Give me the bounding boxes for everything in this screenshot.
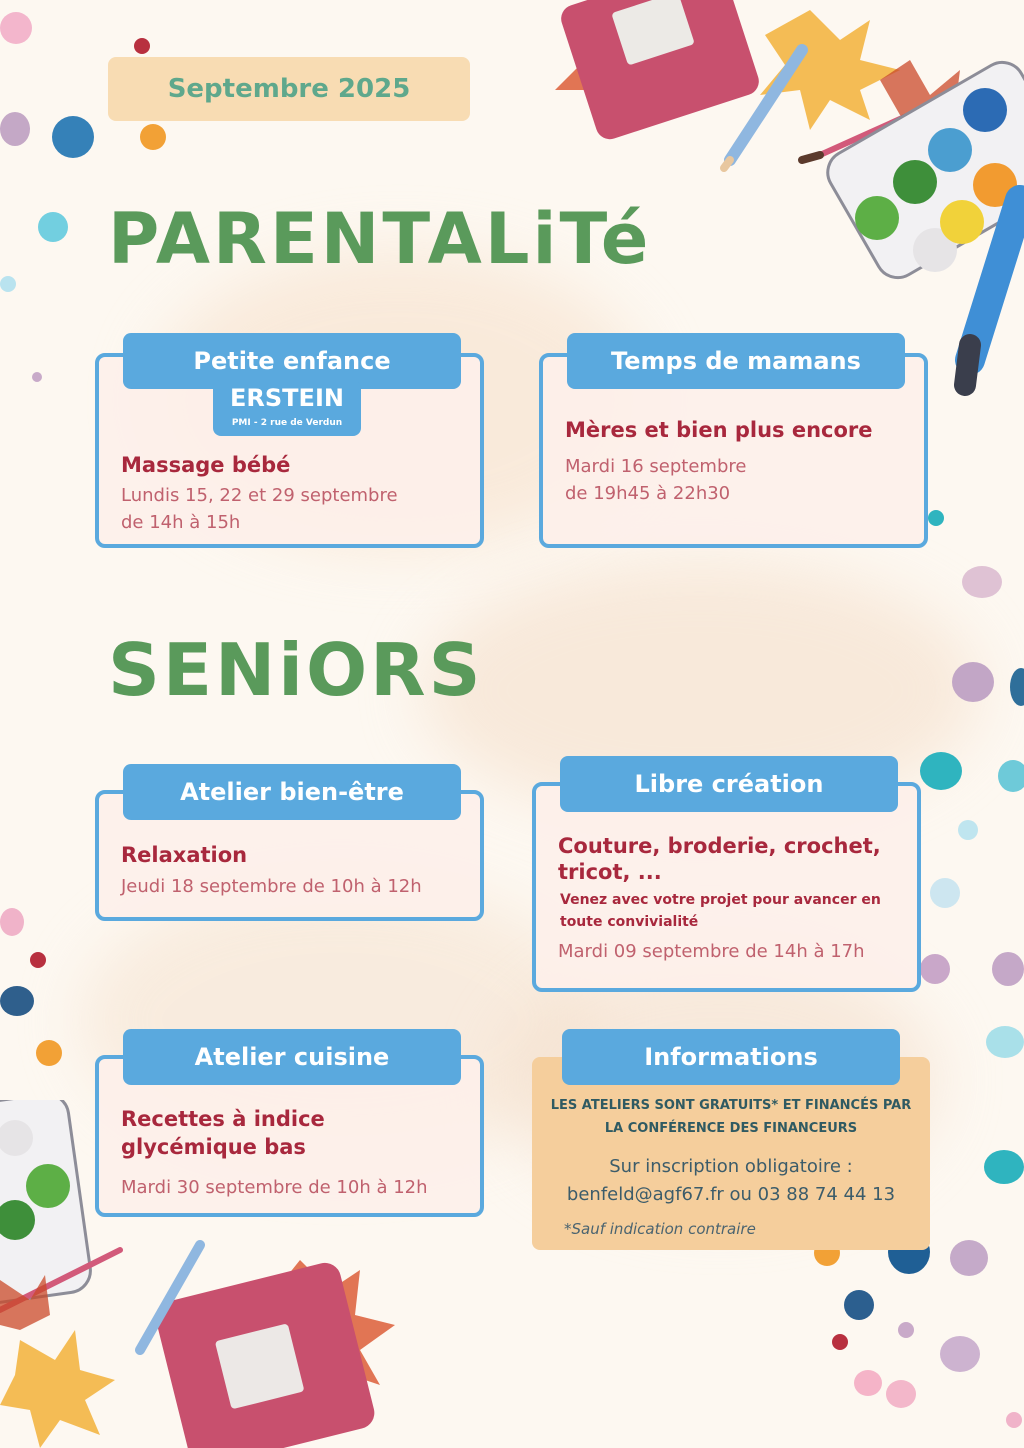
activity-date: Mardi 16 septembre bbox=[565, 456, 747, 477]
decorative-dot bbox=[1006, 1412, 1022, 1428]
decorative-dot bbox=[0, 112, 30, 146]
section-title-seniors: SENiORS bbox=[108, 628, 484, 712]
decorative-dot bbox=[984, 1150, 1024, 1184]
info-funding-line: LES ATELIERS SONT GRATUITS* ET FINANCÉS PAR bbox=[550, 1098, 912, 1113]
activity-title-line: Recettes à indice bbox=[121, 1107, 325, 1131]
location-badge bbox=[213, 380, 361, 436]
watercolor-palette-icon bbox=[0, 1100, 93, 1309]
decorative-dot bbox=[998, 760, 1024, 792]
activity-hours: de 19h45 à 22h30 bbox=[565, 483, 731, 504]
decorative-dot bbox=[32, 372, 42, 382]
decorative-dot bbox=[36, 1040, 62, 1066]
tab-informations bbox=[562, 1029, 900, 1085]
decorative-dot bbox=[0, 986, 34, 1016]
info-funding-note bbox=[532, 1094, 930, 1140]
activity-note-line: Venez avec votre projet pour avancer en bbox=[560, 892, 881, 908]
decorative-dot bbox=[950, 1240, 988, 1276]
notebook-icon bbox=[558, 0, 763, 143]
decorative-dot bbox=[0, 908, 24, 936]
tab-label: Petite enfance bbox=[193, 347, 391, 375]
activity-title: Mères et bien plus encore bbox=[565, 418, 873, 442]
activity-hours: de 14h à 15h bbox=[121, 512, 241, 533]
activity-note bbox=[560, 889, 881, 933]
decorative-dot bbox=[986, 1026, 1024, 1058]
decorative-dot bbox=[832, 1334, 848, 1350]
activity-title bbox=[121, 1105, 325, 1161]
autumn-leaf-icon bbox=[0, 1330, 115, 1448]
activity-schedule: Jeudi 18 septembre de 10h à 12h bbox=[121, 876, 422, 897]
decorative-dot bbox=[140, 124, 166, 150]
tab-label: Temps de mamans bbox=[611, 347, 861, 375]
decorative-dot bbox=[920, 752, 962, 790]
decorative-dot bbox=[0, 276, 16, 292]
activity-schedule: Mardi 30 septembre de 10h à 12h bbox=[121, 1177, 428, 1198]
info-contact: benfeld@agf67.fr ou 03 88 74 44 13 bbox=[566, 1184, 896, 1205]
decorative-dot bbox=[0, 12, 32, 44]
decorative-dot bbox=[1010, 668, 1024, 706]
activity-title-line: Couture, broderie, crochet, bbox=[558, 834, 881, 858]
autumn-leaf-icon bbox=[760, 10, 900, 130]
tab-temps-de-mamans bbox=[567, 333, 905, 389]
decorative-dot bbox=[134, 38, 150, 54]
tab-label: Atelier bien-être bbox=[180, 778, 404, 806]
info-footnote: *Sauf indication contraire bbox=[564, 1220, 756, 1238]
tab-label: Atelier cuisine bbox=[194, 1043, 390, 1071]
decorative-dot bbox=[940, 1336, 980, 1372]
decorative-dot bbox=[52, 116, 94, 158]
activity-title-line: tricot, ... bbox=[558, 860, 662, 884]
section-title-parentalite: PARENTALiTé bbox=[108, 198, 652, 280]
tab-label: Libre création bbox=[634, 770, 824, 798]
decorative-dot bbox=[930, 878, 960, 908]
tab-label: Informations bbox=[644, 1043, 818, 1071]
activity-title-line: glycémique bas bbox=[121, 1135, 306, 1159]
month-label: Septembre 2025 bbox=[167, 74, 411, 104]
decorative-dot bbox=[844, 1290, 874, 1320]
location-address: PMI - 2 rue de Verdun bbox=[231, 418, 343, 428]
decorative-dot bbox=[952, 662, 994, 702]
decorative-dot bbox=[886, 1380, 916, 1408]
info-inscription: Sur inscription obligatoire : bbox=[609, 1156, 853, 1177]
decorative-dot bbox=[928, 510, 944, 526]
tab-atelier-cuisine bbox=[123, 1029, 461, 1085]
info-funding-line: LA CONFÉRENCE DES FINANCEURS bbox=[604, 1121, 858, 1136]
activity-dates: Lundis 15, 22 et 29 septembre bbox=[121, 485, 398, 506]
decorative-dot bbox=[958, 820, 978, 840]
activity-title bbox=[558, 833, 881, 885]
decorative-dot bbox=[30, 952, 46, 968]
decorative-dot bbox=[920, 954, 950, 984]
decorative-dot bbox=[854, 1370, 882, 1396]
activity-title: Massage bébé bbox=[121, 453, 291, 477]
decorative-dot bbox=[38, 212, 68, 242]
tab-libre-creation bbox=[560, 756, 898, 812]
decorative-dot bbox=[992, 952, 1024, 986]
month-badge bbox=[108, 57, 470, 121]
tab-atelier-bien-etre bbox=[123, 764, 461, 820]
activity-note-line: toute convivialité bbox=[560, 914, 699, 930]
decorative-dot bbox=[898, 1322, 914, 1338]
location-name: ERSTEIN bbox=[230, 384, 344, 412]
activity-title: Relaxation bbox=[121, 843, 248, 867]
decorative-dot bbox=[962, 566, 1002, 598]
activity-schedule: Mardi 09 septembre de 14h à 17h bbox=[558, 941, 865, 962]
